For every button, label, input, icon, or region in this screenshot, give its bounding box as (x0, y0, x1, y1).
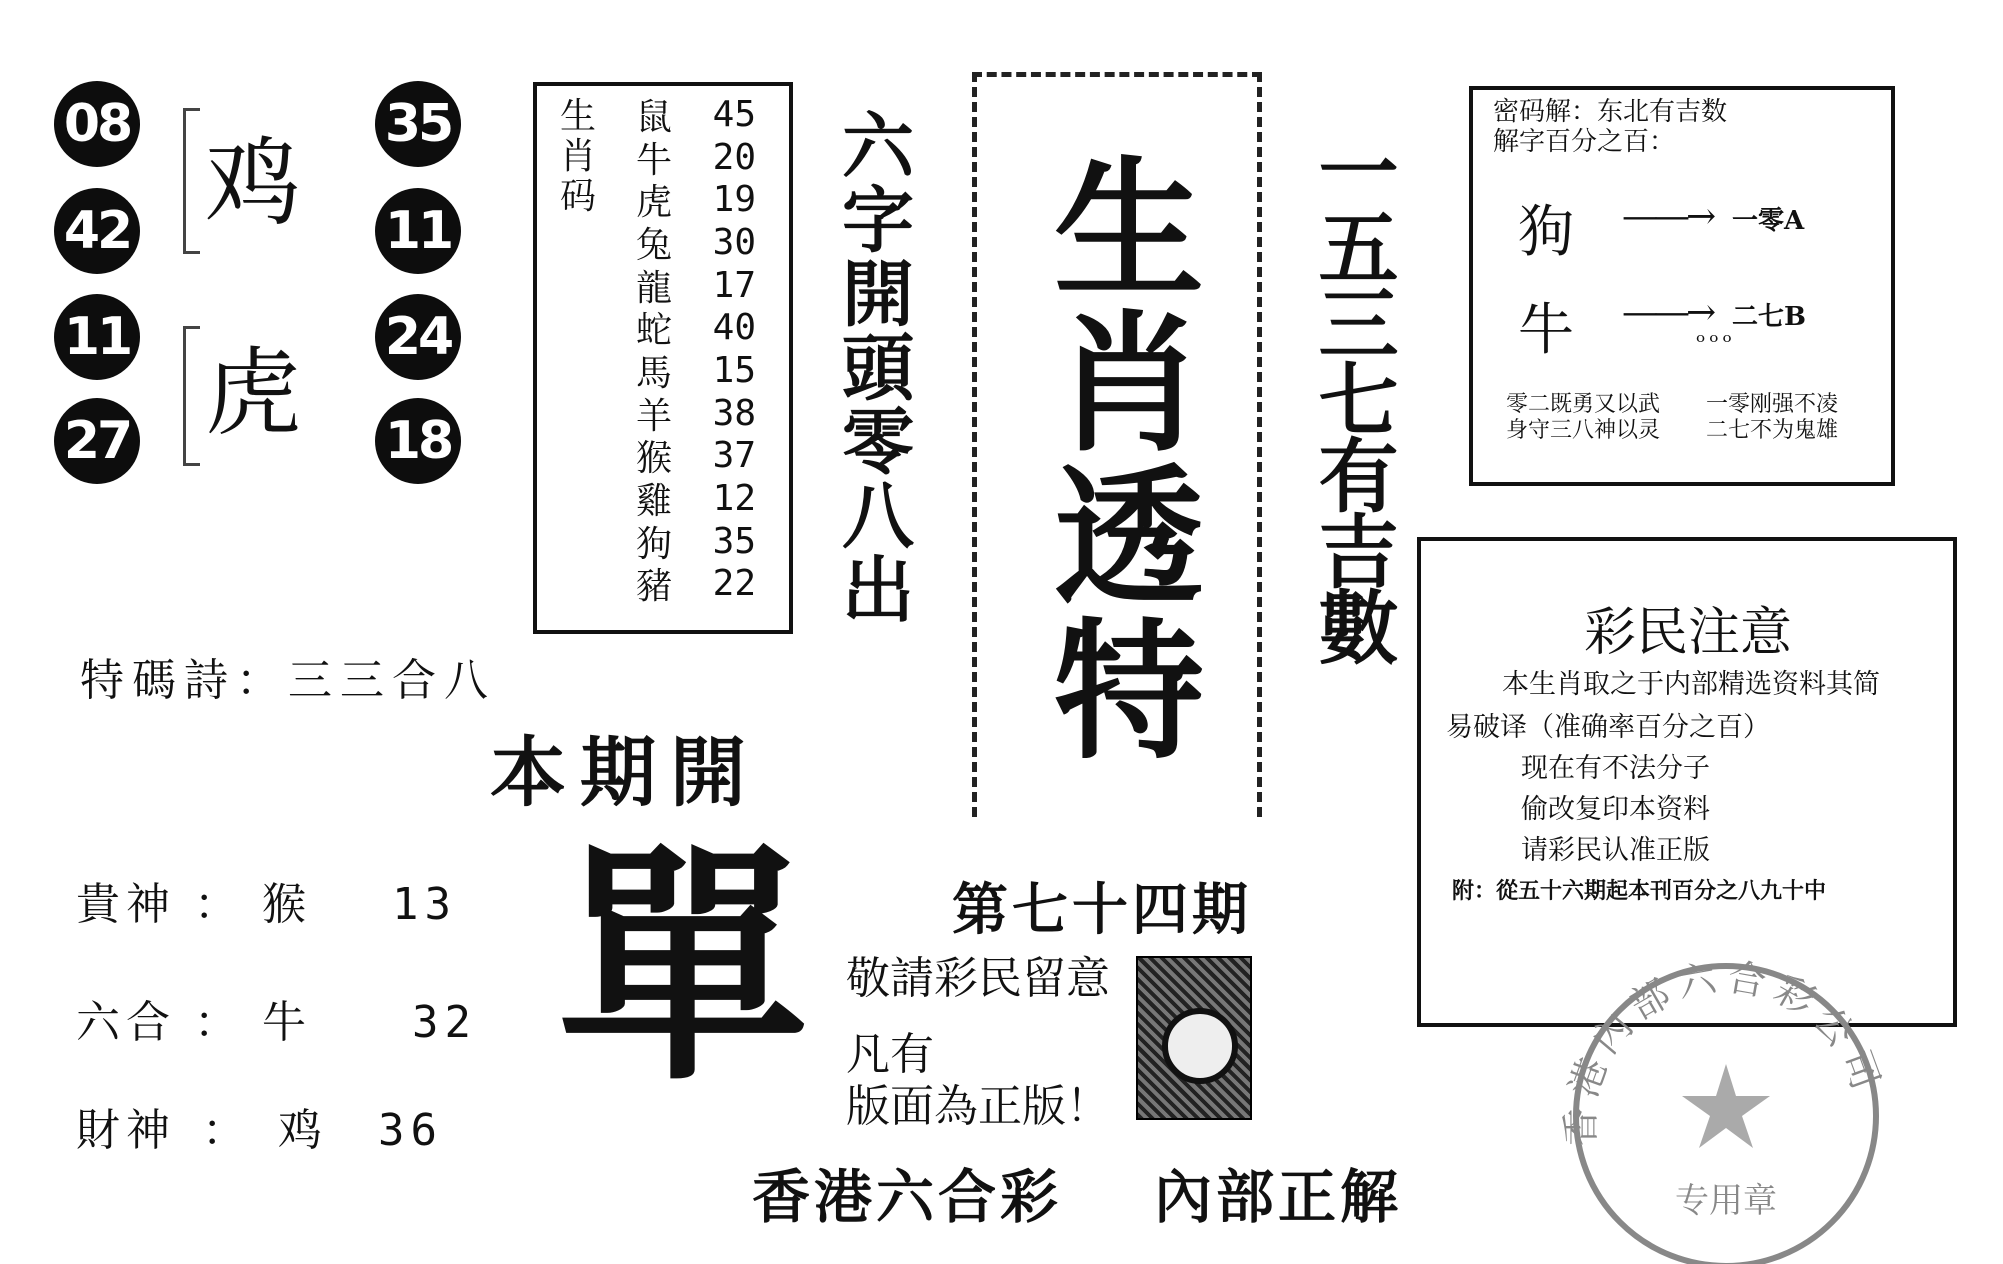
password-poem-l1: 零二既勇又以武 (1506, 392, 1661, 417)
single-char: 單 (558, 820, 808, 1114)
star-icon (1682, 1064, 1770, 1148)
zodiac-row: 馬 15 (636, 349, 756, 394)
notice-line6: 附：從五十六期起本刊百分之八九十中 (1452, 878, 1827, 904)
warn-line1: 敬請彩民留意 (846, 953, 1110, 1004)
arrow-icon: ——→ (1622, 196, 1713, 237)
password-line1: 密码解：东北有吉数 (1493, 97, 1728, 127)
number-ball-35: 35 (375, 81, 461, 167)
zodiac-row: 虎 19 (636, 179, 756, 224)
warn-line3: 版面為正版！ (846, 1081, 1110, 1132)
seal-ring-path: 香港內部六合彩公司 (1558, 954, 1891, 1147)
zodiac-list (636, 93, 756, 608)
password-marks: ᵒᵒᵒ (1696, 328, 1736, 356)
zodiac-row: 兔 30 (636, 221, 756, 266)
zodiac-header: 生 肖 码 (560, 96, 597, 217)
password-code-2: 二七B (1732, 302, 1806, 332)
zodiac-row: 牛 20 (636, 136, 756, 181)
zodiac-row: 猴 37 (636, 435, 756, 480)
god-row-noble: 貴神 ： 猴 13 (76, 879, 457, 930)
stamp-picture (1136, 956, 1252, 1120)
pick-bracket (183, 326, 200, 466)
password-poem-r2: 二七不为鬼雄 (1706, 418, 1839, 443)
number-ball-27: 27 (54, 398, 140, 484)
notice-line1: 本生肖取之于内部精选资料其简 (1502, 669, 1880, 700)
zodiac-row: 豬 22 (636, 563, 756, 608)
number-ball-18: 18 (375, 398, 461, 484)
number-ball-11: 11 (54, 294, 140, 380)
god-row-liuhe: 六合 ： 牛 32 (76, 997, 477, 1048)
zodiac-row: 羊 38 (636, 392, 756, 437)
seal-bottom-text: 专用章 (1675, 1181, 1777, 1221)
notice-line3: 现在有不法分子 (1521, 753, 1710, 784)
password-poem-r1: 一零刚强不凌 (1706, 392, 1839, 417)
company-seal (1556, 946, 1896, 1264)
zodiac-row: 龍 17 (636, 264, 756, 309)
zodiac-row: 鼠 45 (636, 93, 756, 138)
arrow-icon: ——→ (1622, 292, 1713, 333)
password-animal-ox: 牛 (1518, 298, 1574, 363)
special-code-poem: 特碼詩：三三合八 (80, 655, 496, 706)
password-code-1: 一零A (1732, 206, 1805, 236)
issue-number: 第七十四期 (952, 877, 1252, 943)
password-animal-dog: 狗 (1518, 200, 1574, 265)
password-poem-l2: 身守三八神以灵 (1506, 418, 1661, 443)
zodiac-row: 雞 12 (636, 478, 756, 523)
six-char-vertical: 六字開頭零八出 (830, 108, 915, 626)
zodiac-row: 狗 35 (636, 520, 756, 565)
lucky-numbers-vertical: 一五三七有吉數 (1305, 130, 1399, 662)
notice-line2: 易破译（准确率百分之百） (1446, 712, 1770, 743)
main-title: 生肖透特 (1028, 150, 1204, 766)
pick-tiger: 虎 (205, 337, 301, 449)
notice-title: 彩民注意 (1584, 603, 1793, 663)
pick-bracket (183, 108, 200, 254)
zodiac-row: 蛇 40 (636, 307, 756, 352)
number-ball-11b: 11 (375, 188, 461, 274)
notice-line4: 偷改复印本资料 (1521, 794, 1710, 825)
number-ball-08: 08 (54, 81, 140, 167)
warn-line2: 凡有 (846, 1029, 934, 1080)
number-ball-42: 42 (54, 188, 140, 274)
notice-line5: 请彩民认准正版 (1521, 835, 1710, 866)
footer-left: 香港六合彩 (752, 1163, 1063, 1231)
god-row-wealth: 財神 ： 鸡 36 (76, 1105, 443, 1156)
password-line2: 解字百分之百： (1493, 127, 1676, 157)
footer-right: 內部正解 (1154, 1163, 1403, 1231)
number-ball-24: 24 (375, 294, 461, 380)
pick-rooster: 鸡 (205, 127, 301, 239)
this-issue-label: 本期開 (490, 728, 760, 817)
